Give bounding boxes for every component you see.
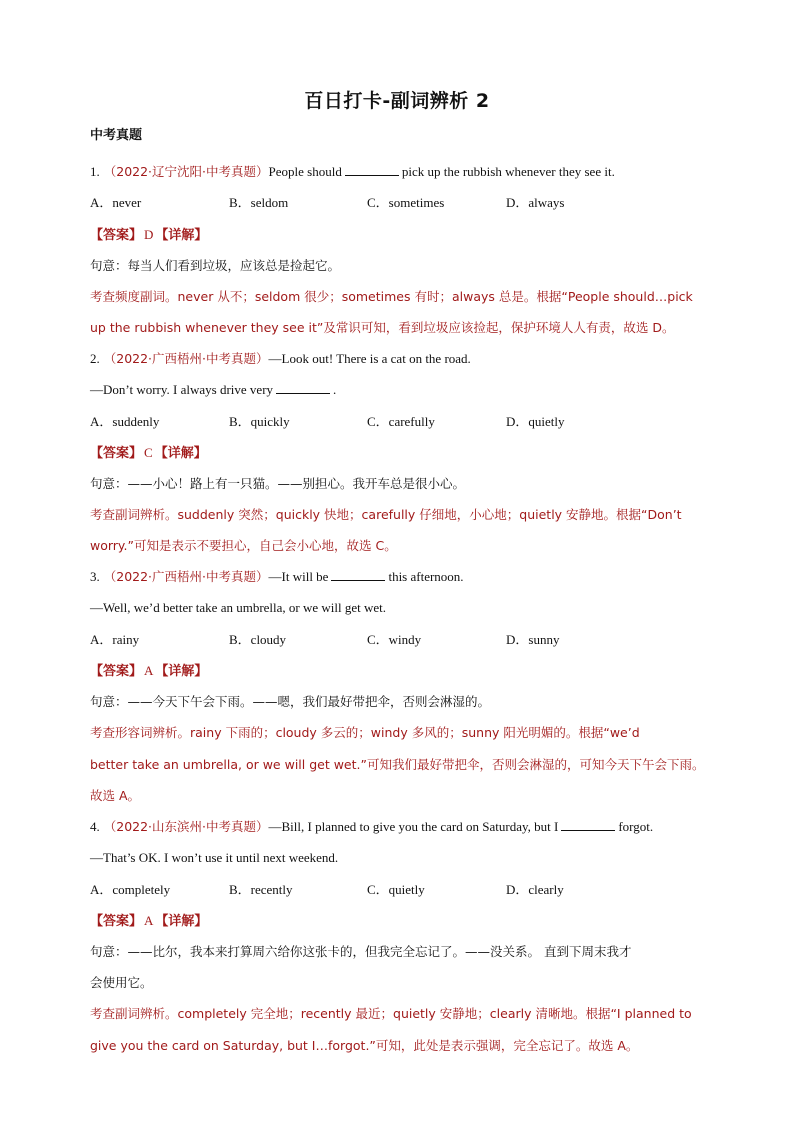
question-3-stem: 3. （2022·广西梧州·中考真题）—It will be this afternoon. bbox=[90, 569, 464, 584]
analysis-text: better take an umbrella, or we will get wet.”可知我们最好带把伞，否则会淋湿的，可知今天下午会下雨。 bbox=[90, 757, 705, 772]
option-b: B．cloudy bbox=[229, 632, 287, 647]
meaning-text: 句意：——今天下午会下雨。——嗯，我们最好带把伞，否则会淋湿的。 bbox=[90, 694, 491, 709]
option-b: B．quickly bbox=[229, 414, 290, 429]
option-d: D．clearly bbox=[506, 882, 564, 897]
answer-value: A bbox=[144, 913, 154, 928]
meaning-text: 会使用它。 bbox=[90, 975, 153, 990]
analysis-text: 考查形容词辨析。rainy 下雨的；cloudy 多云的；windy 多风的；sunny 阳光明媚的。根据“we’d bbox=[90, 725, 640, 740]
option-c: C．quietly bbox=[367, 882, 425, 897]
question-2-stem-line2: —Don’t worry. I always drive very . bbox=[90, 382, 337, 397]
option-a: A．completely bbox=[90, 882, 171, 897]
question-number: 2. bbox=[90, 351, 100, 366]
question-number: 3. bbox=[90, 569, 100, 584]
question-source: （2022·山东滨州·中考真题） bbox=[103, 819, 269, 834]
option-c: C．sometimes bbox=[367, 195, 445, 210]
question-source: （2022·广西梧州·中考真题） bbox=[103, 351, 269, 366]
option-a: A．suddenly bbox=[90, 414, 160, 429]
question-2-stem: 2. （2022·广西梧州·中考真题）—Look out! There is a cat on the road. bbox=[90, 351, 471, 366]
question-1-stem: 1. （2022·辽宁沈阳·中考真题）People should pick up the rubbish whenever they see it. bbox=[90, 164, 615, 179]
page-title: 百日打卡-副词辨析 2 bbox=[304, 90, 490, 112]
answer-blank bbox=[331, 568, 385, 581]
question-4-stem-line2: —That’s OK. I won’t use it until next weekend. bbox=[90, 850, 339, 865]
meaning-text: 句意：——比尔，我本来打算周六给你这张卡的，但我完全忘记了。——没关系。 直到下周末我才 bbox=[90, 944, 632, 959]
analysis-text: 考查副词辨析。suddenly 突然；quickly 快地；carefully 仔细地，小心地；quietly 安静地。根据“Don’t bbox=[90, 507, 682, 522]
answer-value: A bbox=[144, 663, 154, 678]
answer-value: C bbox=[144, 445, 153, 460]
answer-blank bbox=[276, 381, 330, 394]
answer-blank bbox=[345, 163, 399, 176]
meaning-text: 句意：每当人们看到垃圾，应该总是捡起它。 bbox=[90, 258, 341, 273]
question-source: （2022·辽宁沈阳·中考真题） bbox=[103, 164, 269, 179]
option-a: A．rainy bbox=[90, 632, 140, 647]
analysis-text: up the rubbish whenever they see it”及常识可知，看到垃圾应该捡起，保护环境人人有责，故选 D。 bbox=[90, 320, 675, 335]
option-d: D．sunny bbox=[506, 632, 560, 647]
option-c: C．windy bbox=[367, 632, 422, 647]
answer-line: 【答案】 C 【详解】 bbox=[90, 445, 207, 461]
meaning-text: 句意：——小心！路上有一只猫。——别担心。我开车总是很小心。 bbox=[90, 476, 466, 491]
answer-line: 【答案】 A 【详解】 bbox=[90, 913, 208, 929]
answer-value: D bbox=[144, 227, 154, 242]
analysis-text: give you the card on Saturday, but I…forgot.”可知，此处是表示强调，完全忘记了。故选 A。 bbox=[90, 1038, 639, 1053]
question-number: 1. bbox=[90, 164, 100, 179]
analysis-text: 考查频度副词。never 从不；seldom 很少；sometimes 有时；always 总是。根据“People should…pick bbox=[90, 289, 693, 304]
question-3-stem-line2: —Well, we’d better take an umbrella, or we will get wet. bbox=[90, 600, 387, 615]
question-4-stem: 4. （2022·山东滨州·中考真题）—Bill, I planned to give you the card on Saturday, but I forgot. bbox=[90, 819, 654, 834]
section-heading: 中考真题 bbox=[90, 128, 143, 143]
question-source: （2022·广西梧州·中考真题） bbox=[103, 569, 269, 584]
answer-blank bbox=[561, 818, 615, 831]
answer-line: 【答案】 A 【详解】 bbox=[90, 663, 208, 679]
option-b: B．recently bbox=[229, 882, 293, 897]
option-c: C．carefully bbox=[367, 414, 435, 429]
question-number: 4. bbox=[90, 819, 100, 834]
analysis-text: 故选 A。 bbox=[90, 788, 141, 803]
option-b: B．seldom bbox=[229, 195, 289, 210]
option-d: D．quietly bbox=[506, 414, 565, 429]
answer-line: 【答案】 D 【详解】 bbox=[90, 227, 208, 243]
option-d: D．always bbox=[506, 195, 565, 210]
analysis-text: worry.”可知是表示不要担心，自己会小心地，故选 C。 bbox=[90, 538, 397, 553]
analysis-text: 考查副词辨析。completely 完全地；recently 最近；quietly 安静地；clearly 清晰地。根据“I planned to bbox=[90, 1006, 692, 1021]
option-a: A．never bbox=[90, 195, 142, 210]
